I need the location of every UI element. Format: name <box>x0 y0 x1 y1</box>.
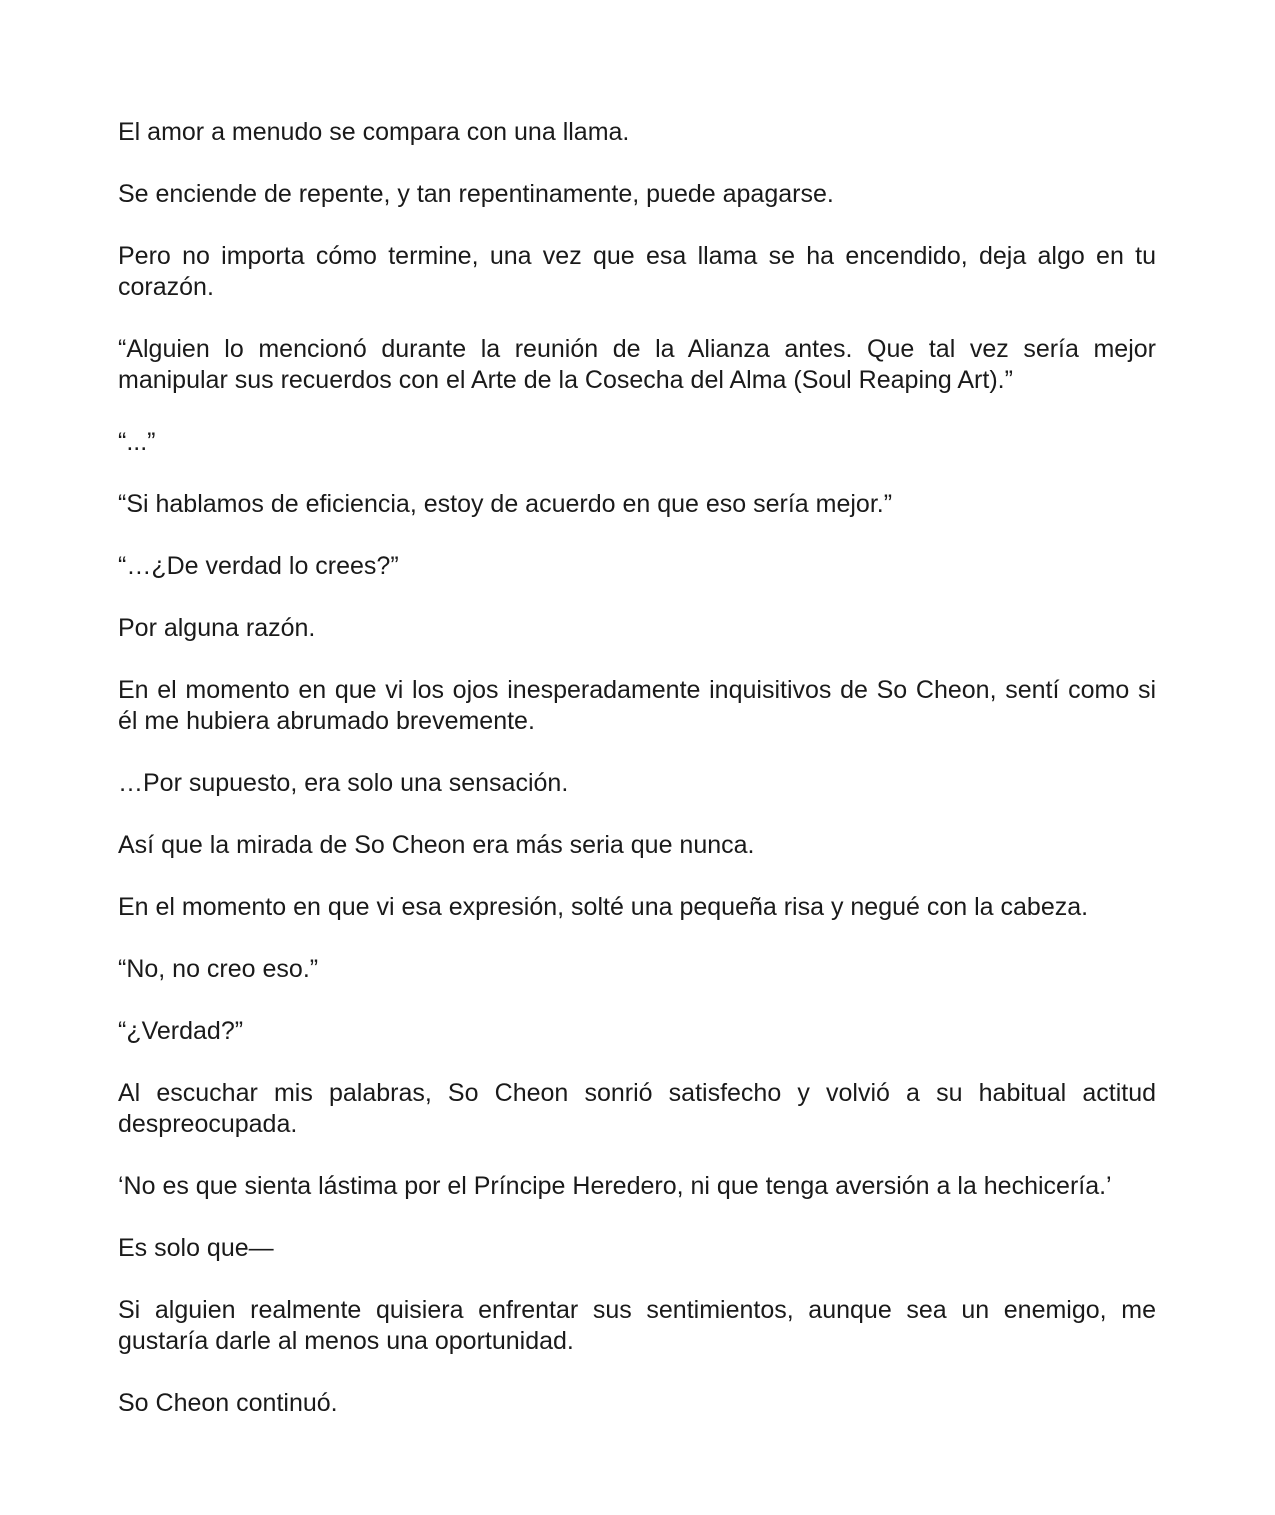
paragraph-8: Por alguna razón. <box>118 614 316 642</box>
paragraph-6: “Si hablamos de eficiencia, estoy de acuerdo en que eso sería mejor.” <box>118 490 893 518</box>
document-page <box>118 117 1156 1419</box>
paragraph-15: Al escuchar mis palabras, So Cheon sonrió satisfecho y volvió a su habitual actitud despreocupada. <box>118 1079 1156 1138</box>
paragraph-16: ‘No es que sienta lástima por el Príncipe Heredero, ni que tenga aversión a la hechicería.’ <box>118 1172 1112 1200</box>
paragraph-12: En el momento en que vi esa expresión, solté una pequeña risa y negué con la cabeza. <box>118 893 1089 921</box>
paragraph-9: En el momento en que vi los ojos inesperadamente inquisitivos de So Cheon, sentí como si él me hubiera abrumado brevemente. <box>118 676 1156 735</box>
paragraph-10: …Por supuesto, era solo una sensación. <box>118 769 569 797</box>
paragraph-2: Se enciende de repente, y tan repentinamente, puede apagarse. <box>118 180 834 208</box>
paragraph-17: Es solo que— <box>118 1234 274 1262</box>
paragraph-4: “Alguien lo mencionó durante la reunión de la Alianza antes. Que tal vez sería mejor manipular sus recuerdos con el Arte de la Cosecha del Alma (Soul Reaping Art).” <box>118 335 1156 394</box>
paragraph-13: “No, no creo eso.” <box>118 955 319 983</box>
paragraph-7: “…¿De verdad lo crees?” <box>118 552 399 580</box>
paragraph-14: “¿Verdad?” <box>118 1017 244 1045</box>
paragraph-1: El amor a menudo se compara con una llama. <box>118 118 630 146</box>
paragraph-18: Si alguien realmente quisiera enfrentar sus sentimientos, aunque sea un enemigo, me gustaría darle al menos una oportunidad. <box>118 1296 1156 1355</box>
paragraph-3: Pero no importa cómo termine, una vez que esa llama se ha encendido, deja algo en tu corazón. <box>118 242 1156 301</box>
paragraph-11: Así que la mirada de So Cheon era más seria que nunca. <box>118 831 755 859</box>
paragraph-5: “...” <box>118 428 156 456</box>
paragraph-19: So Cheon continuó. <box>118 1389 338 1417</box>
